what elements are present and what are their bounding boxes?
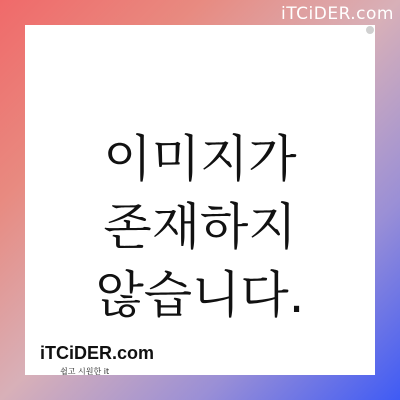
message-line-1: 이미지가 xyxy=(103,130,297,188)
brand-tagline: 쉽고 시원한 it xyxy=(60,367,110,376)
corner-dot-icon xyxy=(366,26,374,34)
placeholder-card xyxy=(25,25,375,375)
brand-logo-bottom: iTCiDER.com xyxy=(40,343,155,363)
message-line-2: 존재하지 xyxy=(103,198,297,256)
image-not-found-message xyxy=(25,125,375,329)
brand-logo-top: iTCiDER.com xyxy=(281,4,394,24)
message-line-3: 않습니다. xyxy=(95,266,305,324)
